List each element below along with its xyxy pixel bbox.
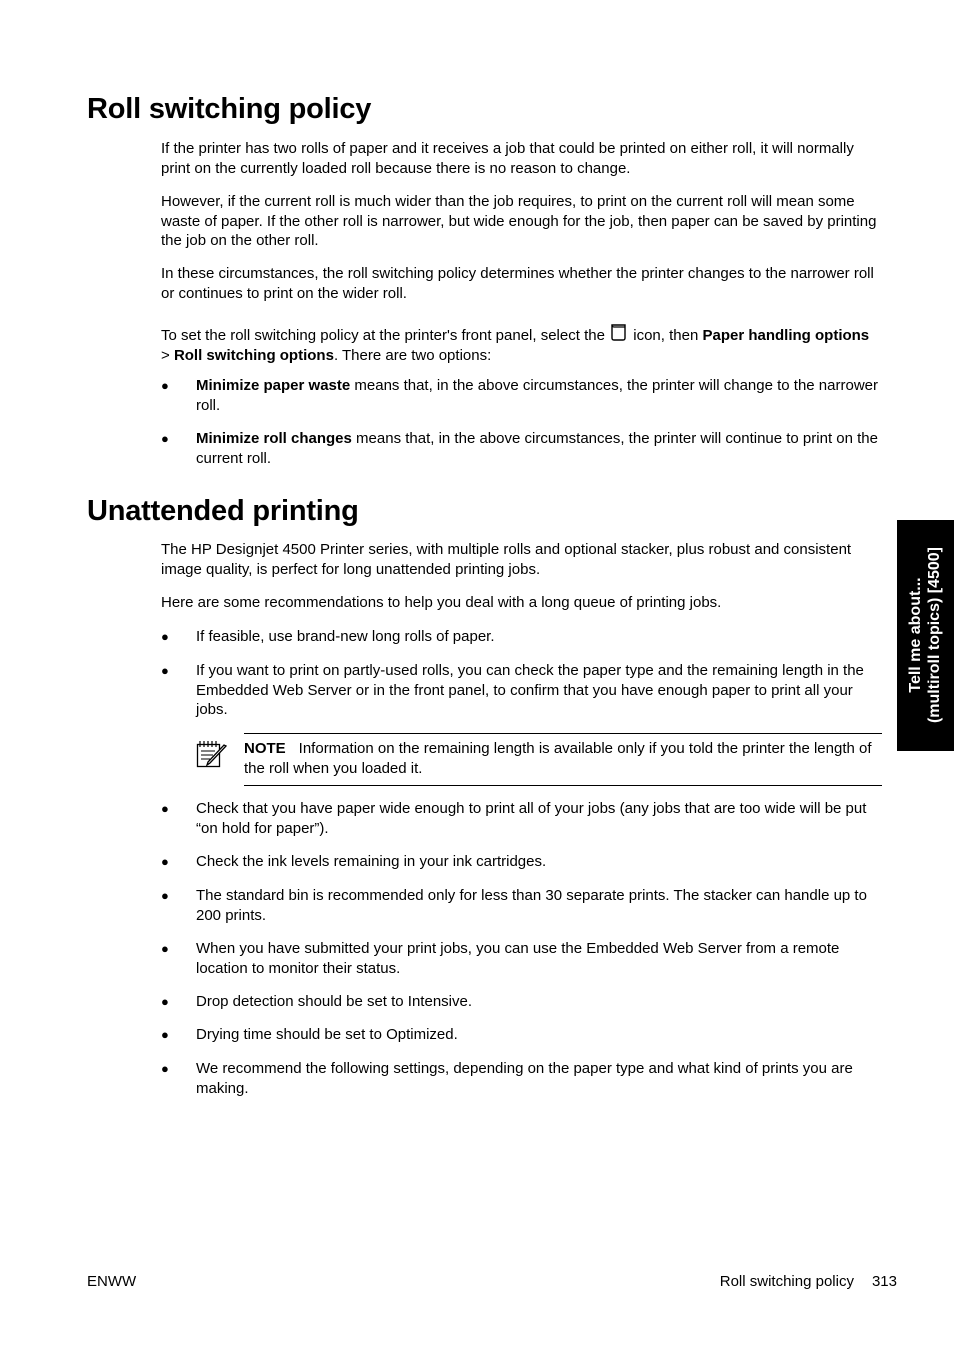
side-tab-line: Tell me about... [907, 577, 924, 693]
text-run: To set the roll switching policy at the printer's front panel, select the [161, 327, 610, 344]
bullet-icon: ● [161, 629, 169, 644]
section-heading-unattended-printing: Unattended printing [87, 495, 359, 527]
text-run: . There are two options: [333, 346, 492, 364]
list-item-text: If you want to print on partly-used rolls, you can check the paper type and the remaining length in the Embedded Web Server or in the front panel, to confirm that you have enough paper to print all your jobs. [196, 662, 864, 718]
list-item-text: When you have submitted your print jobs, you can use the Embedded Web Server from a remote location to monitor their status. [196, 940, 840, 977]
list-item-text [196, 376, 881, 415]
list-item-text: Check that you have paper wide enough to print all of your jobs (any jobs that are too wide will be put “on hold for paper”). [196, 800, 867, 837]
page-number: 313 [871, 1273, 897, 1290]
text-run: > [161, 346, 174, 364]
note-box [195, 733, 882, 786]
note-icon [195, 738, 229, 770]
bullet-icon: ● [161, 663, 169, 678]
bullet-icon: ● [161, 378, 169, 393]
side-tab-line: (multiroll topics) [4500] [926, 546, 943, 724]
paragraph: The HP Designjet 4500 Printer series, with multiple rolls and optional stacker, plus robust and consistent image quality, is perfect for long unattended printing jobs. [161, 541, 852, 578]
paragraph: However, if the current roll is much wider than the job requires, to print on the current roll will mean some waste of paper. If the other roll is narrower, but wide enough for the job, then paper can be saved by printing the job on the other roll. [161, 193, 877, 249]
bullet-icon: ● [161, 1061, 169, 1076]
menu-path-roll-switching: Roll switching options [173, 346, 334, 364]
list-item-text: Drop detection should be set to Intensive. [196, 993, 473, 1010]
list-item-text: Drying time should be set to Optimized. [196, 1026, 458, 1043]
note-text [244, 739, 874, 778]
paper-icon [609, 323, 629, 343]
divider [244, 785, 882, 786]
note-label: NOTE [244, 740, 286, 757]
list-item-text: We recommend the following settings, depending on the paper type and what kind of prints you are making. [196, 1060, 853, 1097]
side-tab [897, 520, 954, 751]
menu-path-paper-handling: Paper handling options [702, 327, 870, 344]
bullet-icon: ● [161, 801, 169, 816]
text-run: icon, then [629, 327, 703, 344]
side-tab-label [906, 520, 944, 751]
paragraph-instructions [161, 323, 881, 365]
option-name: Minimize roll changes [196, 430, 352, 447]
bullet-icon: ● [161, 888, 169, 903]
list-item-text [196, 429, 881, 468]
paragraph: If the printer has two rolls of paper and it receives a job that could be printed on either roll, it will normally print on the currently loaded roll because there is no reason to change. [161, 140, 854, 177]
section-heading-roll-switching: Roll switching policy [87, 93, 372, 125]
bullet-icon: ● [161, 941, 169, 956]
list-item-text: Check the ink levels remaining in your ink cartridges. [196, 853, 547, 870]
option-name: Minimize paper waste [196, 377, 351, 394]
divider [244, 733, 882, 734]
paragraph: In these circumstances, the roll switching policy determines whether the printer changes to the narrower roll or continues to print on the wider roll. [161, 265, 874, 302]
bullet-icon: ● [161, 994, 169, 1009]
paragraph: Here are some recommendations to help you deal with a long queue of printing jobs. [161, 594, 722, 611]
option-description: means that, in the above circumstances, the printer will continue to print on the current roll. [196, 430, 878, 467]
bullet-icon: ● [161, 431, 169, 446]
option-description: means that, in the above circumstances, the printer will change to the narrower roll. [196, 377, 878, 414]
note-body: Information on the remaining length is available only if you told the printer the length of the roll when you loaded it. [244, 740, 872, 777]
list-item-text: The standard bin is recommended only for less than 30 separate prints. The stacker can handle up to 200 prints. [196, 887, 867, 924]
footer-section-title: Roll switching policy [719, 1273, 854, 1290]
footer-right [720, 1272, 897, 1291]
list-item-text: If feasible, use brand-new long rolls of paper. [196, 628, 495, 645]
bullet-icon: ● [161, 1027, 169, 1042]
footer-doc-id: ENWW [87, 1273, 137, 1290]
bullet-icon: ● [161, 854, 169, 869]
